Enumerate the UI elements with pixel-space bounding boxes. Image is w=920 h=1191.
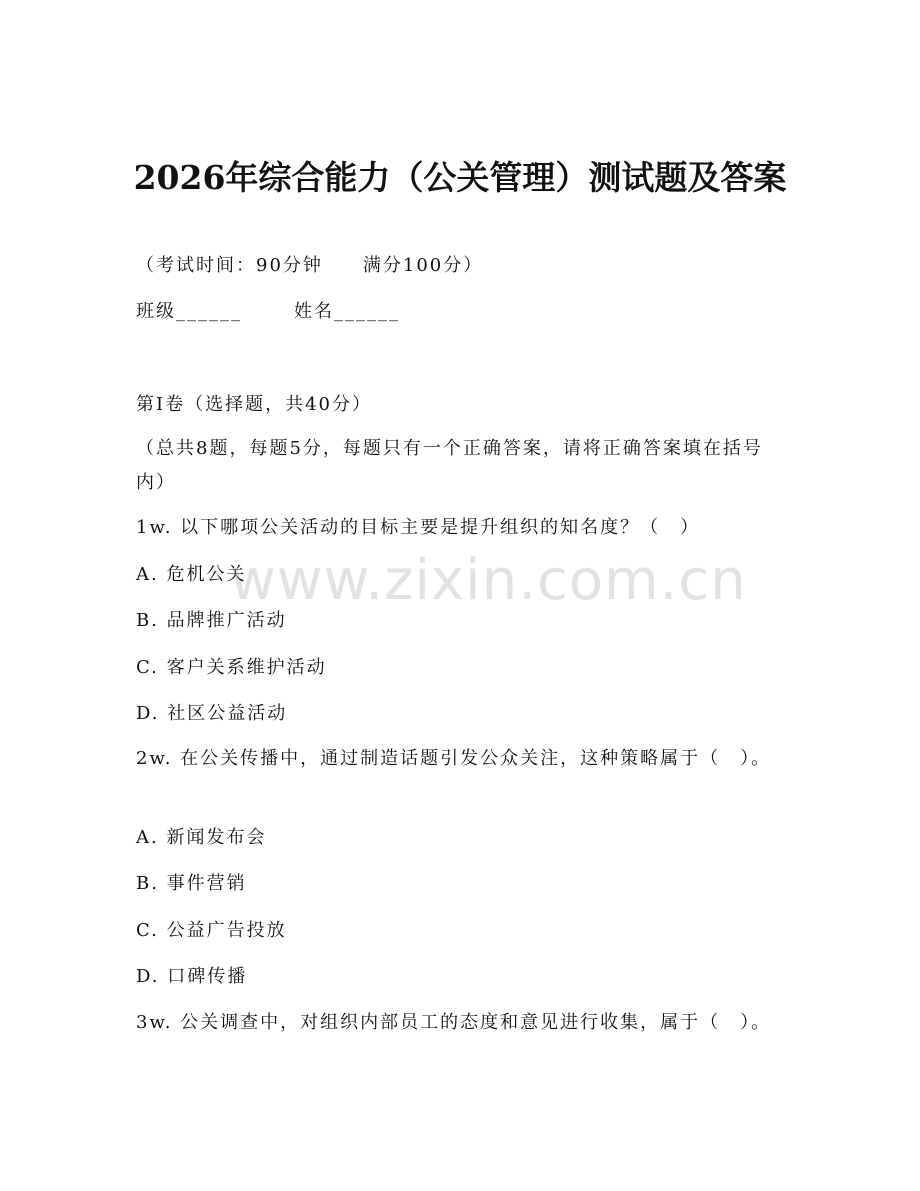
question-1-option-b: B. 品牌推广活动: [136, 610, 287, 631]
question-2-option-b: B. 事件营销: [136, 873, 247, 894]
watermark: www.zixin.com.cn: [230, 548, 747, 613]
exam-info: [136, 253, 796, 279]
exam-time: （考试时间：90分钟: [136, 255, 323, 276]
class-field: 班级______: [136, 301, 242, 322]
question-2-option-a: A. 新闻发布会: [136, 827, 267, 848]
question-1-option-c: C. 客户关系维护活动: [136, 657, 327, 678]
question-1-option-a: A. 危机公关: [136, 564, 247, 585]
exam-score: 满分100分）: [362, 255, 484, 276]
section-heading: 第I卷（选择题，共40分）: [136, 394, 373, 415]
name-field: 姓名______: [294, 301, 400, 322]
question-2-option-c: C. 公益广告投放: [136, 920, 287, 941]
document-title: 2026年综合能力（公关管理）测试题及答案: [133, 158, 787, 197]
question-2-stem: 2w. 在公关传播中，通过制造话题引发公众关注，这种策略属于（ ）。: [136, 748, 772, 769]
student-fields: [136, 299, 796, 325]
question-1-option-d: D. 社区公益活动: [136, 703, 288, 724]
section-instructions: （总共8题，每题5分，每题只有一个正确答案，请将正确答案填在括号内）: [136, 438, 763, 493]
question-3-stem: 3w. 公关调查中，对组织内部员工的态度和意见进行收集，属于（ ）。: [136, 1012, 772, 1033]
question-1-stem: 1w. 以下哪项公关活动的目标主要是提升组织的知名度？（ ）: [136, 517, 701, 538]
question-2-option-d: D. 口碑传播: [136, 966, 248, 987]
